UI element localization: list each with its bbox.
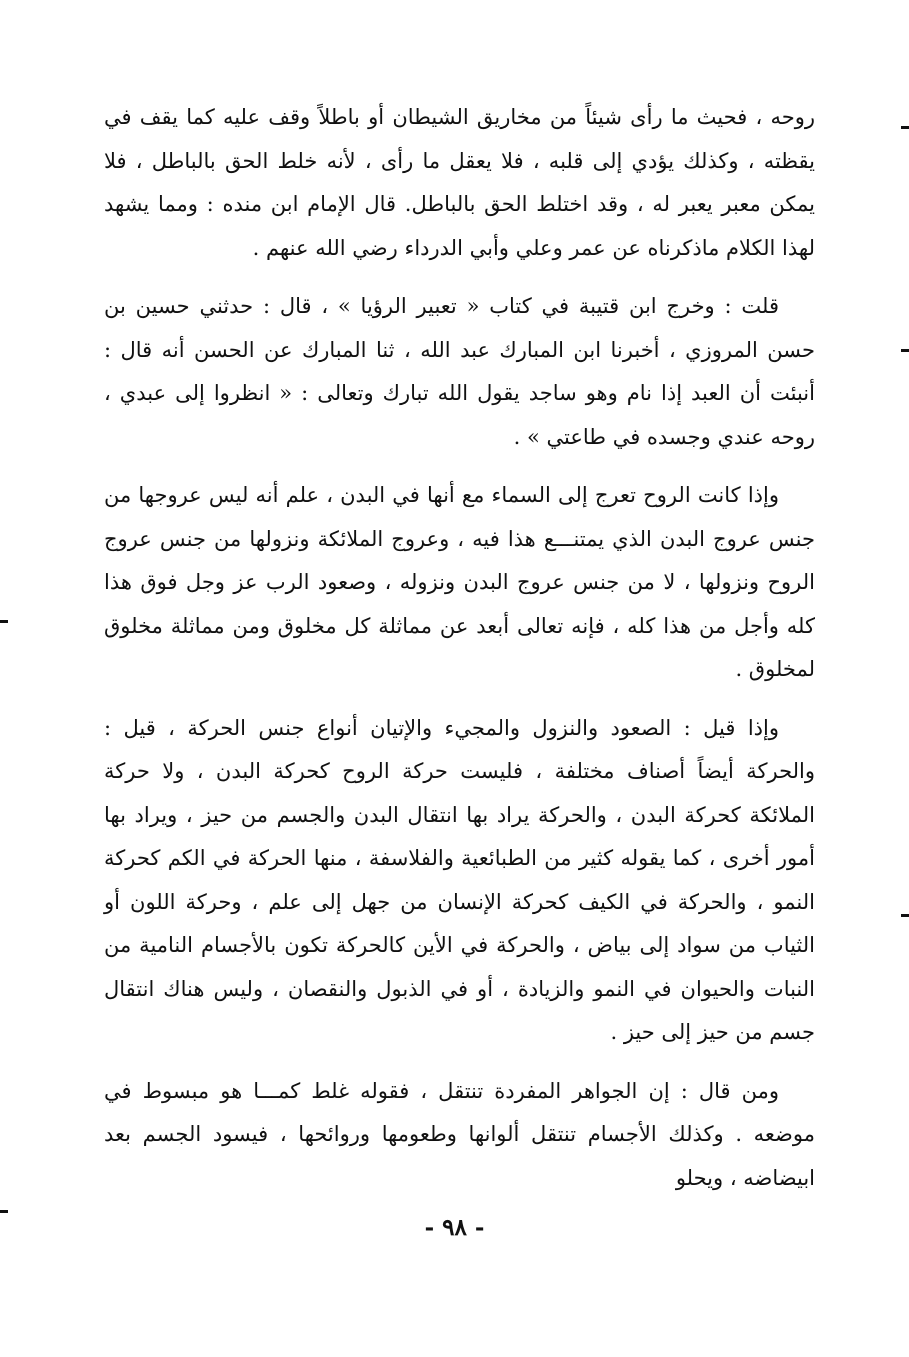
paragraph-3: وإذا كانت الروح تعرج إلى السماء مع أنها في البدن ، علم أنه ليس عروجها من جنس عروج البدن الذي يمتنـــع هذا فيه ، وعروج الملائكة ونزولها من جنس عروج الروح ونزولها ، لا من جنس عروج البدن ونزوله ، وصعود الرب عز وجل فوق هذا كله وأجل من هذا كله ، فإنه تعالى أبعد عن مماثلة كل مخلوق ومن مماثلة مخلوق لمخلوق . [104,483,815,681]
margin-mark [0,1210,8,1213]
page-number: - ٩٨ - [424,1214,485,1241]
body-text [104,96,815,1200]
margin-mark [0,620,8,623]
paragraph-5: ومن قال : إن الجواهر المفردة تنتقل ، فقوله غلط كمـــا هو مبسوط في موضعه . وكذلك الأجسام تنتقل ألوانها وطعومها وروائحها ، فيسود الجسم بعد ابيضاضه ، ويحلو [104,1078,815,1190]
margin-mark [901,349,909,352]
paragraph-1: روحه ، فحيث ما رأى شيئاً من مخاريق الشيطان أو باطلاً وقف عليه كما يقف في يقظته ، وكذلك يؤدي إلى قلبه ، فلا يعقل ما رأى ، لأنه خلط الحق بالباطل ، فلا يمكن معبر يعبر له ، وقد اختلط الحق بالباطل. قال الإمام ابن منده : ومما يشهد لهذا الكلام ماذكرناه عن عمر وعلي وأبي الدرداء رضي الله عنهم . [104,105,815,260]
margin-mark [901,914,909,917]
paragraph-4: وإذا قيل : الصعود والنزول والمجيء والإتيان أنواع جنس الحركة ، قيل : والحركة أيضاً أصناف مختلفة ، فليست حركة الروح كحركة البدن ، ولا حركة الملائكة كحركة البدن ، والحركة يراد بها انتقال البدن والجسم من حيز ، ويراد بها أمور أخرى ، كما يقوله كثير من الطبائعية والفلاسفة ، منها الحركة في الكم كحركة النمو ، والحركة في الكيف كحركة الإنسان من جهل إلى علم ، وحركة اللون أو الثياب من سواد إلى بياض ، والحركة في الأين كالحركة تكون بالأجسام النامية من النبات والحيوان في النمو والزيادة ، أو في الذبول والنقصان ، وليس هناك انتقال جسم من حيز إلى حيز . [104,715,815,1044]
margin-mark [901,126,909,129]
paragraph-2: قلت : وخرج ابن قتيبة في كتاب « تعبير الرؤيا » ، قال : حدثني حسين بن حسن المروزي ، أخبرنا ابن المبارك عبد الله ، ثنا المبارك عن الحسن أنه قال : أنبئت أن العبد إذا نام وهو ساجد يقول الله تبارك وتعالى : « انظروا إلى عبدي ، روحه عندي وجسده في طاعتي » . [104,294,815,449]
